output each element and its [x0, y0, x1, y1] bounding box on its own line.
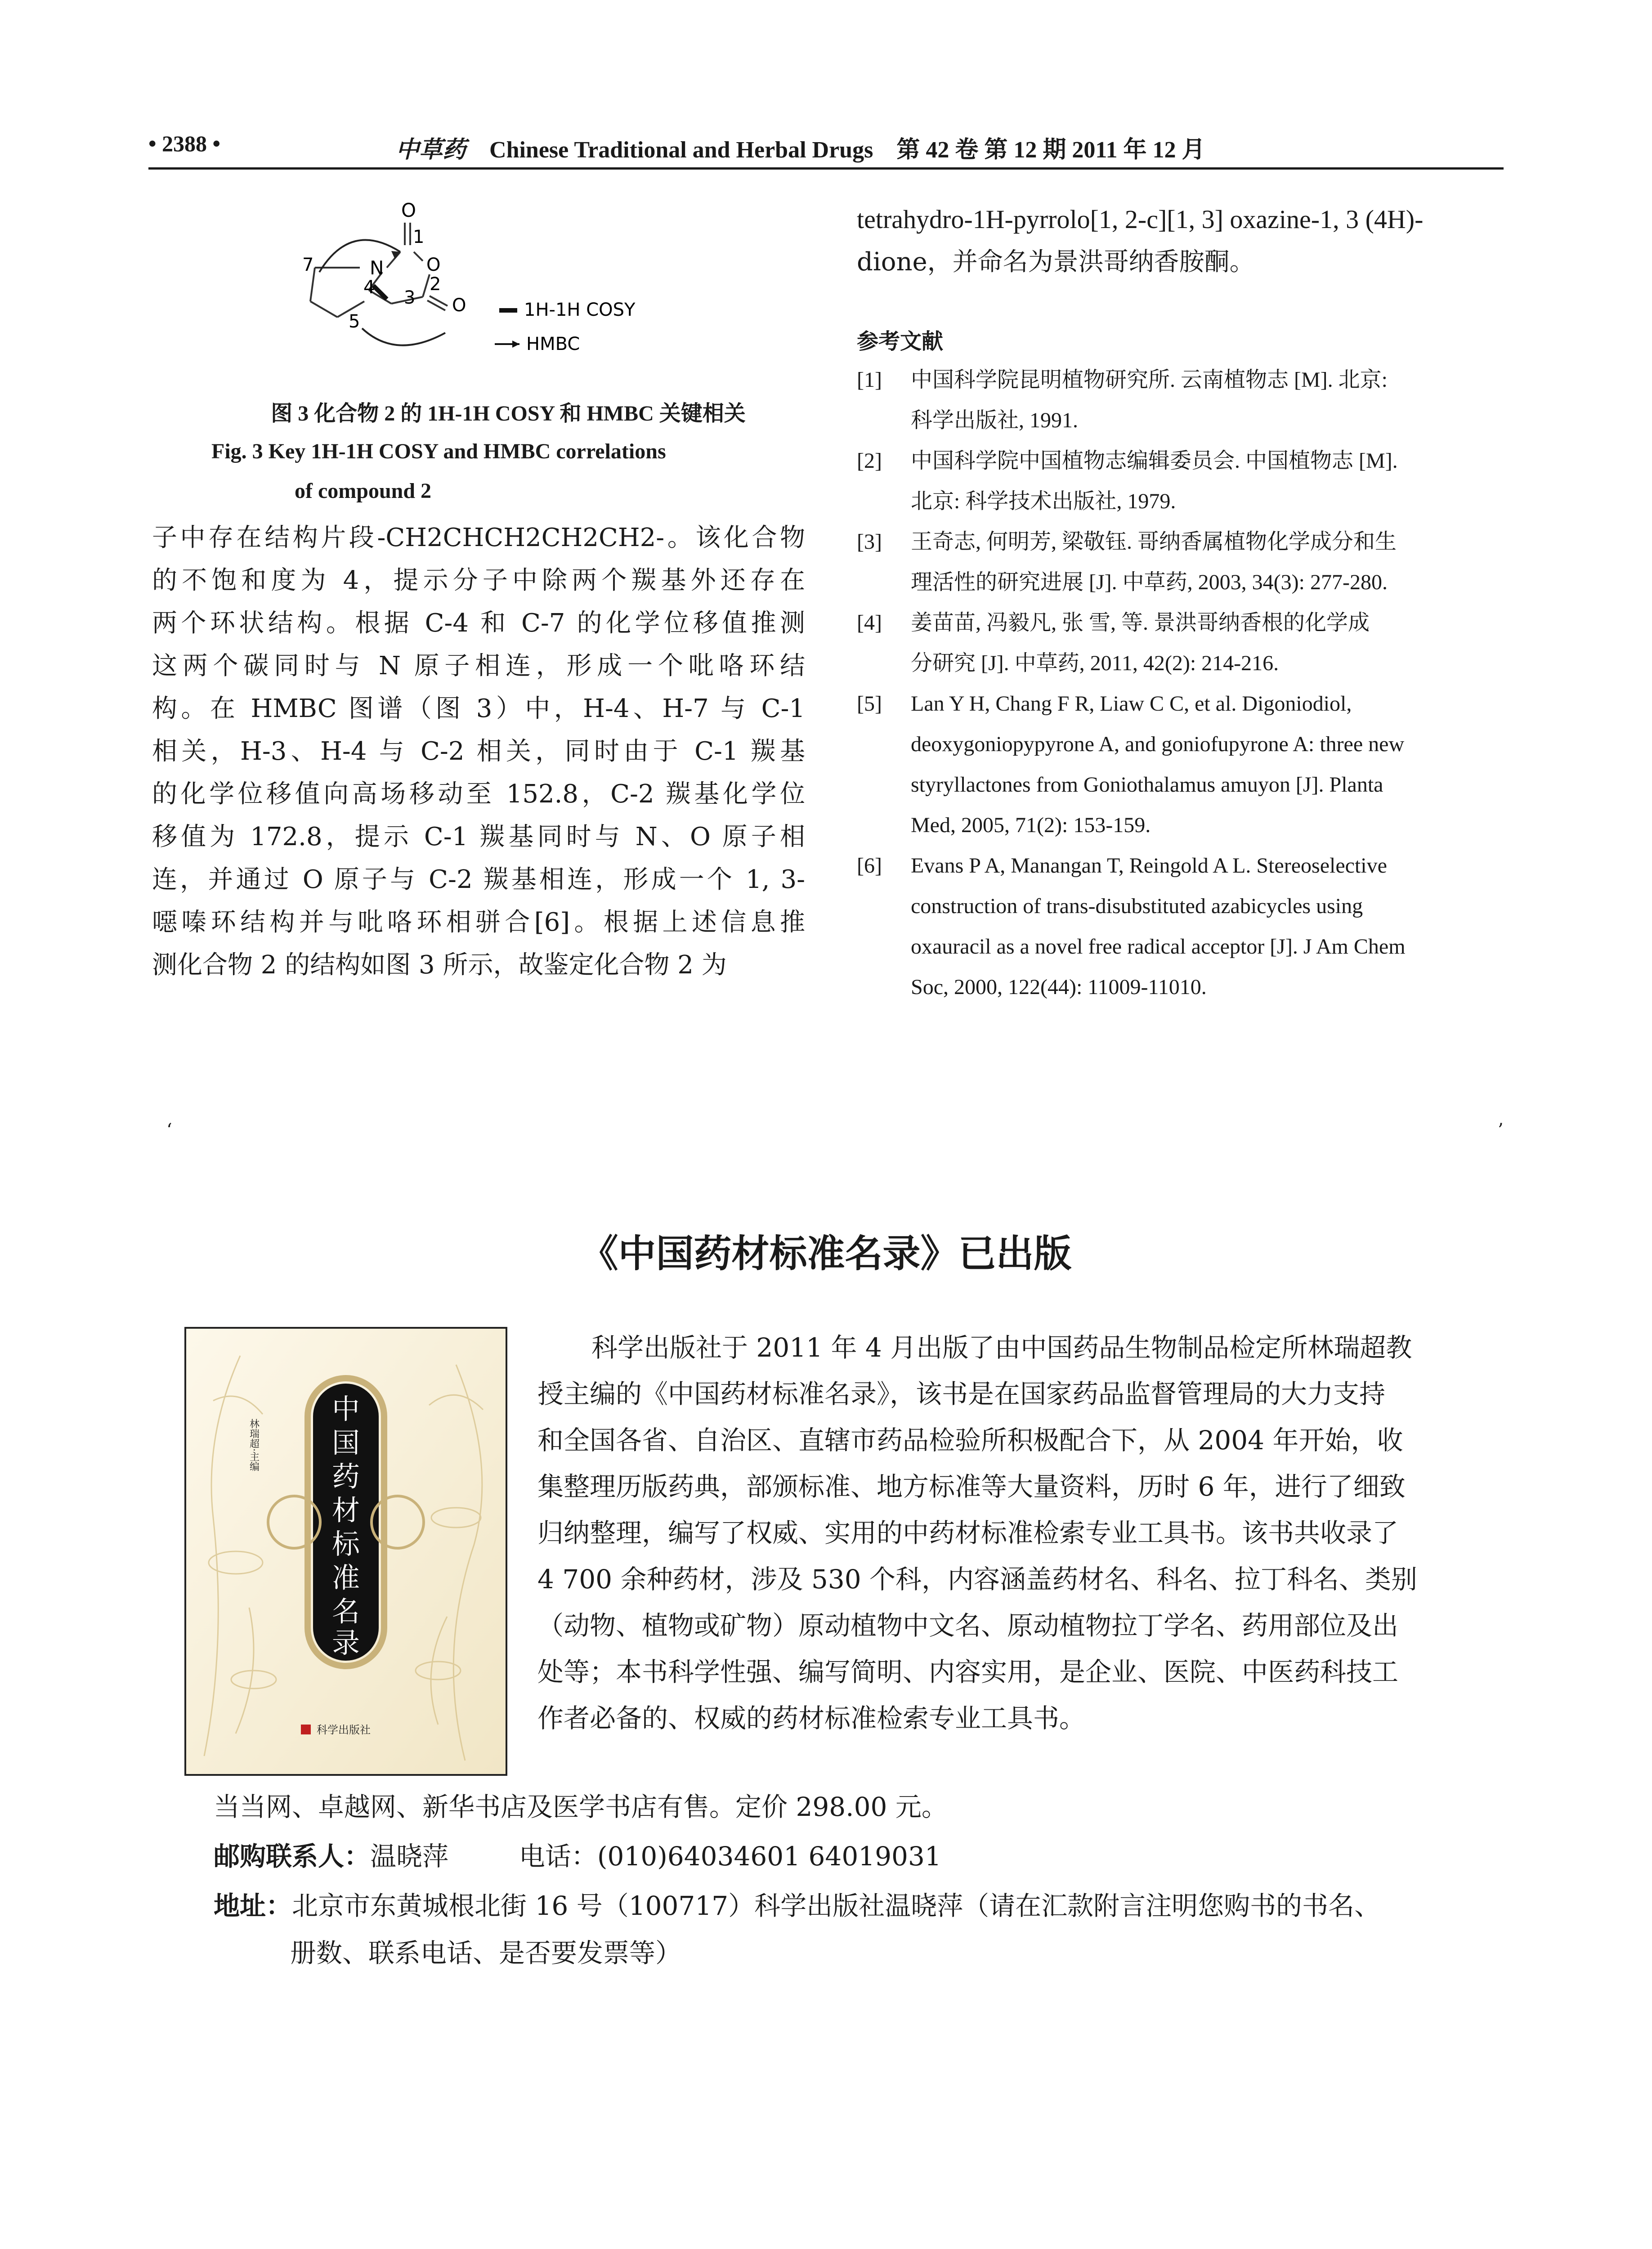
phone-number: (010)64034601 64019031: [597, 1841, 941, 1872]
reference-text: oxauracil as a novel free radical acceptor [J]. J Am Chem: [911, 935, 1406, 959]
reference-text: 北京: 科学技术出版社, 1979.: [911, 489, 1176, 513]
book-cover-art: [186, 1329, 506, 1774]
structure-diagram: [252, 193, 702, 369]
reference-number: [2]: [857, 449, 882, 473]
journal-name-cn: 中草药: [396, 137, 466, 163]
reference-text: 姜苗苗, 冯毅凡, 张 雪, 等. 景洪哥纳香根的化学成: [911, 611, 1370, 635]
divider-mark-right: ’: [1498, 1120, 1504, 1141]
body-line: 构。在 HMBC 图谱（图 3）中，H-4、H-7 与 C-1: [152, 694, 805, 723]
reference-text: deoxygoniopypyrone A, and goniofupyrone A: three new: [911, 732, 1405, 756]
figure-caption-cn: 图 3 化合物 2 的 1H-1H COSY 和 HMBC 关键相关: [271, 402, 746, 426]
atom-o-carbonyl: O: [452, 295, 466, 316]
address-line: [214, 1885, 1380, 1922]
atom-c7-label: 7: [302, 255, 314, 275]
body-line: 子中存在结构片段-CH2CHCH2CH2CH2-。该化合物: [152, 523, 805, 552]
announcement-line: 授主编的《中国药材标准名录》，该书是在国家药品监督管理局的大力支持: [537, 1379, 1386, 1409]
body-line: 相关，H-3、H-4 与 C-2 相关，同时由于 C-1 羰基: [152, 737, 805, 766]
figure-3-structure: [252, 193, 702, 369]
announcement-line: 集整理历版药典，部颁标准、地方标准等大量资料，历时 6 年，进行了细致: [537, 1471, 1406, 1502]
cosy-legend-label: 1H-1H COSY: [524, 300, 636, 320]
body-line: 噁嗪环结构并与吡咯环相骈合[6]。根据上述信息推: [152, 908, 805, 937]
journal-title: [396, 130, 1205, 164]
book-cover-image: [184, 1327, 507, 1776]
issue-info: 第 42 卷 第 12 期 2011 年 12 月: [896, 137, 1205, 163]
atom-c3-label: 3: [404, 287, 416, 308]
reference-number: [1]: [857, 368, 882, 392]
reference-number: [4]: [857, 611, 882, 635]
reference-text: Med, 2005, 71(2): 153-159.: [911, 813, 1151, 837]
reference-text: 王奇志, 何明芳, 梁敬钰. 哥纳香属植物化学成分和生: [911, 530, 1397, 554]
cover-title-char: 中: [331, 1393, 360, 1425]
reference-number: [5]: [857, 692, 882, 716]
body-line: 移值为 172.8，提示 C-1 羰基同时与 N、O 原子相: [152, 822, 805, 851]
cover-title-char: 名: [331, 1595, 360, 1628]
announcement-title: 《中国药材标准名录》已出版: [580, 1232, 1072, 1276]
atom-o-ring: O: [426, 255, 441, 275]
body-line: 两个环状结构。根据 C-4 和 C-7 的化学位移值推测: [152, 609, 806, 638]
cover-title-char: 国: [331, 1426, 360, 1459]
body-line: 这两个碳同时与 N 原子相连，形成一个吡咯环结: [152, 651, 805, 681]
address-line-2: 册数、联系电话、是否要发票等）: [290, 1938, 682, 1968]
body-line: 的化学位移值向高场移动至 152.8，C-2 羰基化学位: [152, 780, 805, 809]
reference-item: [857, 441, 1504, 522]
reference-text: styryllactones from Goniothalamus amuyon [J]. Planta: [911, 773, 1383, 797]
reference-text: construction of trans-disubstituted azabicycles using: [911, 894, 1363, 918]
cover-publisher: 科学出版社: [317, 1724, 371, 1736]
reference-item: [857, 360, 1504, 441]
reference-list: [857, 360, 1504, 1008]
phone-label: 电话：: [519, 1841, 597, 1872]
address-text: 北京市东黄城根北街 16 号（100717）科学出版社温晓萍（请在汇款附言注明您购书的书名、: [292, 1891, 1381, 1921]
atom-c1-label: 1: [413, 227, 425, 247]
announcement-line: 作者必备的、权威的药材标准检索专业工具书。: [537, 1703, 1086, 1734]
announcement-line: 4 700 余种药材，涉及 530 个科，内容涵盖药材名、科名、拉丁科名、类别: [537, 1564, 1418, 1595]
atom-o-top: O: [401, 199, 416, 221]
figure-caption-en: [211, 432, 796, 511]
body-line: dione，并命名为景洪哥纳香胺酮。: [857, 247, 1255, 277]
body-line: tetrahydro-1H-pyrrolo[1, 2-c][1, 3] oxazine-1, 3 (4H)-: [857, 205, 1424, 234]
atom-c4-label: 4: [363, 277, 375, 298]
atom-c2-label: 2: [430, 274, 441, 295]
announcement-line: 科学出版社于 2011 年 4 月出版了由中国药品生物制品检定所林瑞超教: [591, 1332, 1412, 1363]
cover-title-char: 标: [331, 1528, 360, 1560]
announcement-line: 处等；本书科学性强、编写简明、内容实用，是企业、医院、中医药科技工: [537, 1657, 1399, 1687]
reference-text: Evans P A, Manangan T, Reingold A L. Stereoselective: [911, 854, 1387, 878]
announcement-body: [537, 1325, 1504, 1742]
divider-mark-left: ‘: [166, 1120, 172, 1141]
reference-item: [857, 522, 1504, 603]
body-line: 测化合物 2 的结构如图 3 所示，故鉴定化合物 2 为: [152, 950, 727, 980]
figure-caption-en-line2: of compound 2: [295, 479, 432, 503]
page-number: • 2388 •: [148, 131, 221, 156]
body-line: 的不饱和度为 4，提示分子中除两个羰基外还存在: [152, 566, 805, 595]
reference-item: [857, 846, 1504, 1008]
cover-title-char: 药: [331, 1460, 360, 1493]
reference-number: [3]: [857, 530, 882, 554]
address-label: 地址：: [214, 1891, 292, 1921]
body-line: 连，并通过 O 原子与 C-2 羰基相连，形成一个 1, 3-: [152, 865, 805, 894]
atom-n: N: [370, 257, 384, 279]
announcement-line: （动物、植物或矿物）原动植物中文名、原动植物拉丁学名、药用部位及出: [537, 1610, 1399, 1641]
sales-info: 当当网、卓越网、新华书店及医学书店有售。定价 298.00 元。: [214, 1792, 948, 1822]
reference-item: [857, 684, 1504, 846]
contact-label: 邮购联系人：: [214, 1841, 371, 1872]
body-text-right: [857, 198, 1504, 283]
announcement-line: 归纳整理，编写了权威、实用的中药材标准检索专业工具书。该书共收录了: [537, 1518, 1399, 1548]
contact-name: 温晓萍: [370, 1841, 449, 1872]
cover-title-char: 准: [331, 1561, 360, 1594]
hmbc-legend-label: HMBC: [526, 334, 580, 354]
reference-number: [6]: [857, 854, 882, 878]
atom-c5-label: 5: [349, 311, 360, 332]
reference-item: [857, 603, 1504, 684]
page-header: [148, 130, 1504, 166]
reference-text: 中国科学院中国植物志编辑委员会. 中国植物志 [M].: [911, 449, 1398, 473]
cover-editor: 林瑞超·主编: [248, 1419, 260, 1471]
cover-title-char: 录: [331, 1626, 360, 1659]
references-heading: 参考文献: [857, 329, 944, 354]
reference-text: 理活性的研究进展 [J]. 中草药, 2003, 34(3): 277-280.: [911, 570, 1388, 594]
header-rule: [148, 167, 1504, 170]
cover-title-char: 材: [331, 1494, 360, 1527]
reference-text: Soc, 2000, 122(44): 11009-11010.: [911, 975, 1207, 999]
contact-line: [214, 1835, 941, 1873]
announcement-line: 和全国各省、自治区、直辖市药品检验所积极配合下，从 2004 年开始，收: [537, 1425, 1403, 1456]
reference-text: 分研究 [J]. 中草药, 2011, 42(2): 214-216.: [911, 651, 1279, 675]
reference-text: 中国科学院昆明植物研究所. 云南植物志 [M]. 北京:: [911, 368, 1388, 392]
body-text-left: [152, 516, 805, 986]
figure-caption-en-line1: Fig. 3 Key 1H-1H COSY and HMBC correlations: [211, 439, 666, 463]
journal-name-en: Chinese Traditional and Herbal Drugs: [489, 137, 873, 163]
reference-text: 科学出版社, 1991.: [911, 408, 1079, 432]
reference-text: Lan Y H, Chang F R, Liaw C C, et al. Digoniodiol,: [911, 692, 1352, 716]
